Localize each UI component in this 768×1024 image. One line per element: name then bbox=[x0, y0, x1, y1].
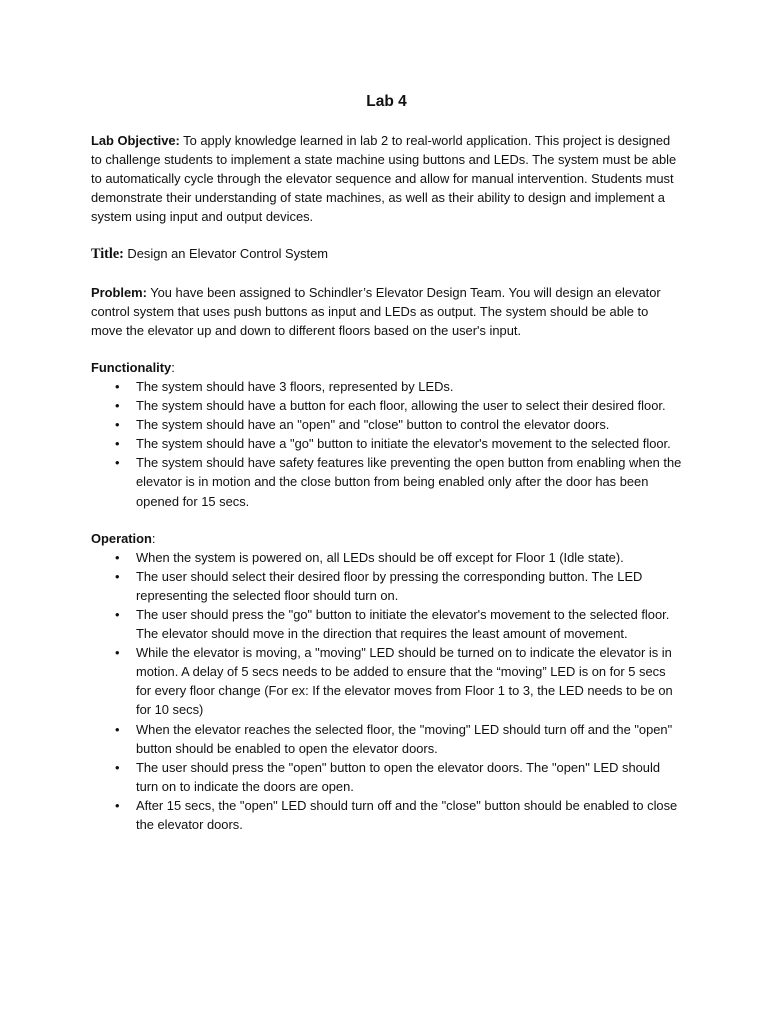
title-paragraph bbox=[91, 244, 682, 264]
list-item-text: The system should have a button for each floor, allowing the user to select their desired floor. bbox=[136, 398, 666, 414]
bullet-icon: • bbox=[115, 417, 120, 433]
list-item-text: The user should press the "open" button to open the elevator doors. The "open" LED should turn on to indicate the doors are open. bbox=[136, 759, 661, 794]
bullet-icon: • bbox=[115, 436, 120, 452]
list-item-text: The system should have safety features like preventing the open button from enabling when the elevator is in motion and the close button from being enabled only after the door has been opened for 15 secs. bbox=[136, 455, 682, 509]
functionality-colon: : bbox=[171, 359, 175, 375]
list-item-text: After 15 secs, the "open" LED should turn off and the "close" button should be enabled to close the elevator doors. bbox=[136, 797, 678, 832]
objective-text: To apply knowledge learned in lab 2 to real-world application. This project is designed to challenge students to implement a state machine using buttons and LEDs. The system must be able to automatically cycle through the elevator sequence and allow for manual intervention. Students must demonstrate their understanding of state machines, as well as their ability to design and implement a system using input and output devices. bbox=[91, 133, 677, 225]
list-item bbox=[91, 567, 682, 605]
bullet-icon: • bbox=[115, 721, 120, 737]
problem-text: You have been assigned to Schindler’s Elevator Design Team. You will design an elevator control system that uses push buttons as input and LEDs as output. The system should be able to move the elevator up and down to different floors based on the user's input. bbox=[91, 284, 661, 338]
list-item bbox=[91, 605, 682, 643]
list-item-text: The user should select their desired floor by pressing the corresponding button. The LED representing the selected floor should turn on. bbox=[136, 568, 643, 603]
document-title: Lab 4 bbox=[366, 93, 407, 110]
objective-paragraph bbox=[91, 131, 682, 226]
list-item-text: The system should have an "open" and "close" button to control the elevator doors. bbox=[136, 417, 610, 433]
list-item bbox=[91, 453, 682, 510]
list-item-text: While the elevator is moving, a "moving" LED should be turned on to indicate the elevator is in motion. A delay of 5 secs needs to be added to ensure that the “moving” LED is on for 5 secs for every floor change (For ex: If the elevator moves from Floor 1 to 3, the LED needs to be on for 10 secs) bbox=[136, 645, 673, 718]
bullet-icon: • bbox=[115, 797, 120, 813]
objective-label: Lab Objective: bbox=[91, 133, 180, 148]
operation-colon: : bbox=[151, 530, 156, 546]
problem-paragraph bbox=[91, 283, 682, 340]
problem-label: Problem: bbox=[91, 284, 147, 300]
list-item bbox=[91, 720, 682, 758]
list-item-text: When the system is powered on, all LEDs should be off except for Floor 1 (Idle state). bbox=[136, 549, 624, 565]
operation-label: Operation bbox=[91, 530, 152, 546]
list-item bbox=[91, 758, 682, 796]
bullet-icon: • bbox=[115, 568, 120, 584]
list-item bbox=[91, 415, 682, 434]
list-item bbox=[91, 796, 682, 834]
bullet-icon: • bbox=[115, 549, 120, 565]
bullet-icon: • bbox=[115, 398, 120, 414]
bullet-icon: • bbox=[115, 378, 120, 394]
title-label: Title: bbox=[91, 246, 124, 263]
list-item bbox=[91, 548, 682, 567]
functionality-list bbox=[91, 377, 682, 511]
list-item bbox=[91, 434, 682, 453]
list-item-text: The user should press the "go" button to initiate the elevator's movement to the selected floor. The elevator should move in the direction that requires the least amount of movement. bbox=[136, 606, 670, 642]
title-text: Design an Elevator Control System bbox=[123, 246, 329, 262]
list-item bbox=[91, 377, 682, 396]
bullet-icon: • bbox=[115, 455, 120, 471]
bullet-icon: • bbox=[115, 606, 120, 622]
operation-list bbox=[91, 548, 682, 834]
operation-heading bbox=[91, 529, 682, 548]
functionality-heading bbox=[91, 358, 682, 377]
functionality-label: Functionality bbox=[91, 359, 172, 375]
bullet-icon: • bbox=[115, 645, 120, 661]
list-item-text: When the elevator reaches the selected floor, the "moving" LED should turn off and the "open" button should be enabled to open the elevator doors. bbox=[136, 721, 673, 756]
list-item bbox=[91, 396, 682, 415]
list-item bbox=[91, 643, 682, 719]
list-item-text: The system should have a "go" button to initiate the elevator's movement to the selected floor. bbox=[136, 436, 671, 452]
list-item-text: The system should have 3 floors, represented by LEDs. bbox=[136, 378, 454, 394]
bullet-icon: • bbox=[115, 759, 120, 775]
